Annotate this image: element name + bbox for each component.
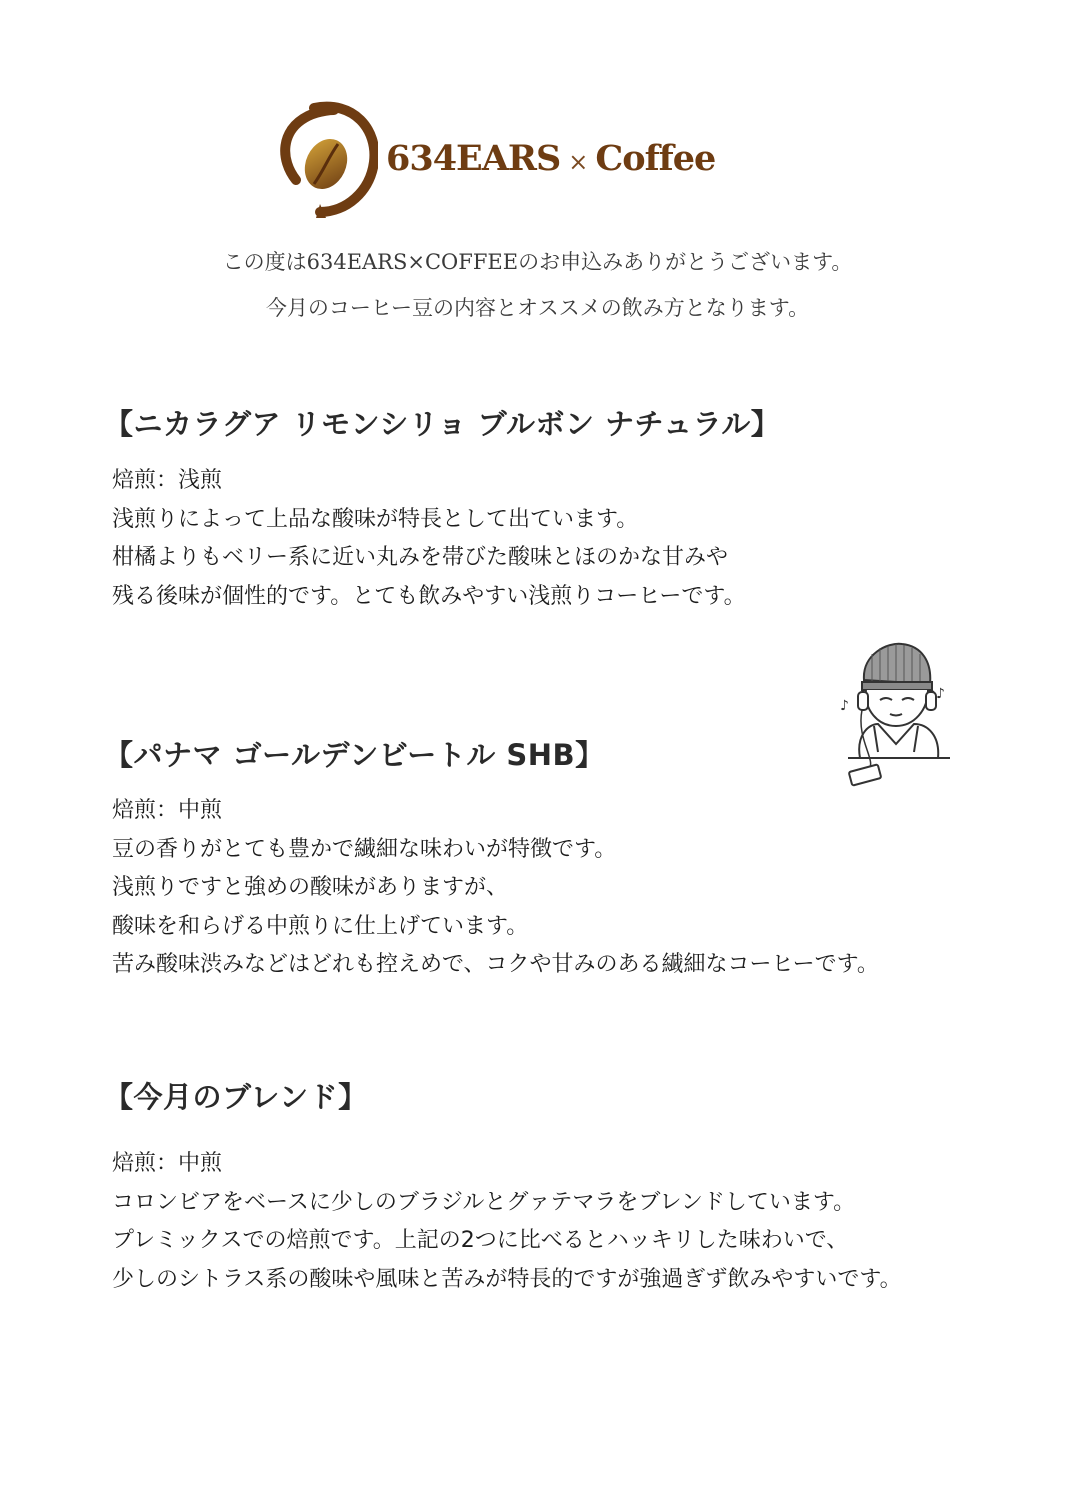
brand-times: ×: [568, 148, 588, 176]
description-line: 浅煎りによって上品な酸味が特長として出ています。: [112, 506, 639, 532]
svg-text:♪: ♪: [936, 686, 945, 702]
section-title-blend: 【今月のブレンド】: [104, 1080, 368, 1114]
section-title-panama: 【パナマ ゴールデンビートル SHB】: [104, 738, 605, 772]
description-line: 苦み酸味渋みなどはどれも控えめで、コクや甘みのある繊細なコーヒーです。: [112, 952, 879, 977]
svg-text:♪: ♪: [840, 698, 849, 714]
brand-coffee: Coffee: [595, 138, 716, 179]
section-title-nicaragua: 【ニカラグア リモンシリョ ブルボン ナチュラル】: [104, 407, 781, 441]
description-line: 残る後味が個性的です。とても飲みやすい浅煎りコーヒーです。: [112, 583, 746, 609]
brand-logo: [274, 100, 744, 220]
roast-level: 焙煎：浅煎: [112, 468, 223, 493]
brand-name: [386, 138, 715, 179]
intro-line-1: この度は634EARS×COFFEEのお申込みありがとうございます。: [222, 250, 853, 274]
intro-line-2: 今月のコーヒー豆の内容とオススメの飲み方となります。: [265, 296, 810, 320]
section-body-panama: [112, 792, 879, 985]
description-line: コロンビアをベースに少しのブラジルとグァテマラをブレンドしています。: [112, 1189, 856, 1215]
coffee-bean-logo-icon: [274, 100, 378, 218]
description-line: プレミックスでの焙煎です。上記の2つに比べるとハッキリした味わいで、: [112, 1228, 849, 1253]
description-line: 柑橘よりもベリー系に近い丸みを帯びた酸味とほのかな甘みや: [112, 545, 729, 570]
description-line: 酸味を和らげる中煎りに仕上げています。: [112, 913, 529, 939]
description-line: 豆の香りがとても豊かで繊細な味わいが特徴です。: [112, 836, 617, 862]
roast-level: 焙煎：中煎: [112, 798, 223, 823]
section-body-blend: [112, 1145, 902, 1299]
roast-level: 焙煎：中煎: [112, 1151, 223, 1176]
section-body-nicaragua: [112, 462, 746, 616]
headphone-man-illustration: [838, 640, 954, 788]
brand-634ears: 634EARS: [386, 138, 561, 179]
description-line: 浅煎りですと強めの酸味がありますが、: [112, 875, 509, 900]
description-line: 少しのシトラス系の酸味や風味と苦みが特長的ですが強過ぎず飲みやすいです。: [112, 1266, 902, 1292]
